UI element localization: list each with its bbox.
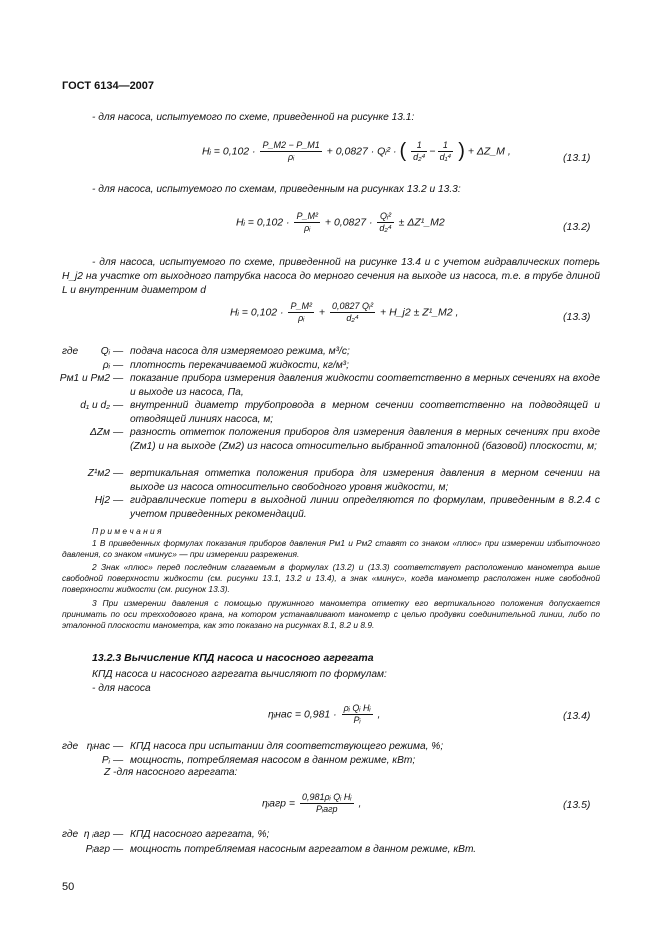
equation-number-13-3: (13.3)	[563, 311, 591, 323]
def-dash: —	[113, 829, 124, 840]
eq-fraction-2: $\frac{\text{0,0827 Qᵢ²}}{\text{d₂⁴}}$	[331, 301, 374, 323]
eq-fraction-a: $\frac{1}{\text{d₂⁴}}$	[413, 140, 426, 162]
page-number: 50	[62, 881, 75, 893]
equation-number-13-2: (13.2)	[563, 221, 591, 233]
note-1: 1 В приведенных формулах показания приборов давления Pм1 и Pм2 ставят со знаком «плюс» при измерении избыточного давления, со знаком «минус» — при измерении разрежения.	[62, 538, 600, 559]
eq-tail: + ΔZ_M ,	[467, 145, 511, 158]
def-text: КПД насосного агрегата, %;	[130, 829, 270, 840]
equation-13-3: Hᵢ = 0,102 · $\frac{\text{P\_M²}}{\text{ρᵢ}}$ + $\frac{\text{0,0827 Qᵢ²}}{\text{d₂⁴}}$ + H_j2 ± Z¹_M2 ,	[230, 301, 459, 323]
equation-number-13-1: (13.1)	[563, 152, 591, 164]
note-2: 2 Знак «плюс» перед последним слагаемым в формулах (13.2) и (13.3) соответствует расположению манометра выше свободной поверхности жидкости (см. рисунки 13.1, 13.2 и 13.4), а знак «минус», когда манометр расположен ниже свободной поверхности жидкости (см. рисунок 13.3).	[62, 562, 600, 594]
def-dash: —	[113, 346, 124, 357]
note-3: 3 При измерении давления с помощью пружинного манометра отметку его вертикального положения допускается принимать по оси трехходового крана, на котором устанавливают манометр с целью продувки соединительной линии, либо по эталонной плоскости манометра, как это показано на рисунках 8.1, 8.2 и 8.9.	[62, 598, 600, 630]
def-dash: —	[113, 495, 124, 506]
def-text: мощность, потребляемая насосом в данном режиме, кВт;	[130, 755, 416, 766]
def-text: показание прибора измерения давления жидкости соответственно в мерных сечениях на входе и выходе из насоса, Па,	[130, 373, 600, 398]
def-symbol: Pᵢагр	[85, 844, 110, 855]
eq-fraction: $\frac{P\_M2 - P\_M1}{\text{ρᵢ}}$	[262, 140, 320, 162]
eq-fraction: $\frac{\text{ρᵢ Qᵢ Hᵢ}}{\text{Pᵢ}}$	[343, 703, 371, 725]
def-dash: —	[113, 400, 124, 411]
equation-number-13-4: (13.4)	[563, 710, 591, 722]
eq-mid: + 0,0827 · Qᵢ² ·	[326, 145, 397, 158]
eq-fraction: $\frac{\text{P\_M²}}{\text{ρᵢ}}$	[296, 211, 318, 233]
def-symbol: η ᵢагр	[83, 829, 110, 840]
def-dash: —	[113, 360, 124, 371]
def-symbol: ηᵢнас	[86, 741, 110, 752]
def-dash: —	[113, 468, 124, 479]
def-dash: —	[113, 427, 124, 438]
eq-fraction-2: $\frac{\text{Qᵢ²}}{\text{d₂⁴}}$	[379, 211, 392, 233]
def-dash: —	[113, 373, 124, 384]
paren-open: (	[399, 140, 407, 162]
section-line-1: КПД насоса и насосного агрегата вычисляют по формулам:	[92, 669, 387, 680]
def-symbol: ΔZм	[89, 427, 110, 438]
notes-title: П р и м е ч а н и я	[92, 526, 162, 536]
eq-lhs: Hᵢ = 0,102 ·	[202, 145, 256, 158]
paren-close: )	[458, 140, 465, 162]
section-title: 13.2.3 Вычисление КПД насоса и насосного агрегата	[92, 652, 374, 664]
equation-13-5: ηᵢагр = $\frac{\text{0,981ρᵢ Qᵢ Hᵢ}}{\text{Pᵢагр}}$ ,	[262, 792, 362, 814]
def-symbol: Pм1 и Pм2	[59, 373, 110, 384]
intro-13-2: - для насоса, испытуемого по схемам, приведенным на рисунках 13.2 и 13.3:	[92, 184, 461, 195]
section-line-2: - для насоса	[92, 683, 151, 694]
def-text: плотность перекачиваемой жидкости, кг/м³;	[130, 360, 349, 371]
def-text: гидравлические потери в выходной линии определяются по формулам, приведенным в 8.2.4 с учетом приведенных рекомендаций.	[130, 495, 600, 520]
def-lead: где	[62, 741, 79, 752]
def-text: вертикальная отметка положения прибора для измерения давления в мерном сечении на выходе из насоса относительно свободного уровня жидкости, м;	[130, 468, 600, 493]
def-symbol: Qᵢ	[100, 346, 110, 357]
def-symbol: d₁ и d₂	[80, 400, 110, 411]
intro-13-3: - для насоса, испытуемого по схеме, приведенной на рисунке 13.4 и с учетом гидравлических потерь H_j2 на участке от выходного патрубка насоса до мерного сечения на выходе из насоса, т.е. в трубе длиной L и внутренним диаметром d	[62, 257, 600, 296]
equation-13-4: ηᵢнас = 0,981 · $\frac{\text{ρᵢ Qᵢ Hᵢ}}{\text{Pᵢ}}$ ,	[268, 703, 381, 725]
def-lead: где	[62, 829, 79, 840]
z-line: Z -для насосного агрегата:	[104, 767, 238, 778]
eq-fraction: $\frac{\text{0,981ρᵢ Qᵢ Hᵢ}}{\text{Pᵢагр}}$	[301, 792, 352, 814]
equation-13-1: Hᵢ = 0,102 · $\frac{P\_M2 - P\_M1}{\text{ρᵢ}}$ + 0,0827 · Qᵢ² · ( $\frac{1}{\text{d₂⁴}}$ − $\frac{1}{\text{d₁⁴}}$ ) + ΔZ_M ,	[202, 140, 511, 162]
def-symbol: ρᵢ	[102, 360, 110, 371]
intro-13-1: - для насоса, испытуемого по схеме, приведенной на рисунке 13.1:	[92, 112, 415, 123]
def-lead: где	[62, 346, 79, 357]
def-dash: —	[113, 755, 124, 766]
def-text: подача насоса для измеряемого режима, м³/с;	[130, 346, 350, 357]
def-text: разность отметок положения приборов для измерения давления в мерных сечениях при входе (Zм1) и на выходе (Zм2) из насоса относительно выбранной эталонной (базовой) плоскости, м;	[130, 427, 600, 452]
document-header: ГОСТ 6134—2007	[62, 80, 155, 92]
def-dash: —	[113, 741, 124, 752]
def-dash: —	[113, 844, 124, 855]
def-symbol: Hj2	[94, 495, 110, 506]
def-text: КПД насоса при испытании для соответствующего режима, %;	[130, 741, 444, 752]
def-symbol: Pᵢ	[101, 755, 110, 766]
equation-number-13-5: (13.5)	[563, 799, 591, 811]
def-text: внутренний диаметр трубопровода в мерном сечении соответственно на подводящей и отводящей линиях насоса, м;	[130, 400, 600, 425]
eq-fraction-b: $\frac{1}{\text{d₁⁴}}$	[439, 140, 452, 162]
eq-fraction: $\frac{\text{P\_M²}}{\text{ρᵢ}}$	[290, 301, 312, 323]
equation-13-2: Hᵢ = 0,102 · $\frac{\text{P\_M²}}{\text{ρᵢ}}$ + 0,0827 · $\frac{\text{Qᵢ²}}{\text{d₂⁴}}$ ± ΔZ¹_M2	[236, 211, 445, 233]
def-symbol: Z¹м2	[87, 468, 110, 479]
def-text: мощность потребляемая насосным агрегатом в данном режиме, кВт.	[130, 844, 477, 855]
